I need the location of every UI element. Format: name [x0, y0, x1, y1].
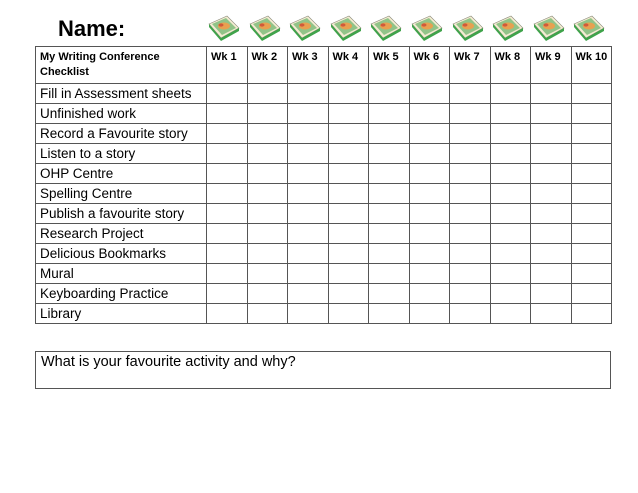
check-cell[interactable]: [247, 304, 288, 324]
table-row: [36, 244, 612, 264]
check-cell[interactable]: [531, 84, 572, 104]
activity-label: Listen to a story: [36, 144, 207, 164]
check-cell[interactable]: [531, 264, 572, 284]
table-row: [36, 124, 612, 144]
check-cell[interactable]: [490, 124, 531, 144]
book-icon: [532, 14, 566, 44]
check-cell[interactable]: [369, 104, 410, 124]
check-cell[interactable]: [450, 124, 491, 144]
table-row: [36, 204, 612, 224]
check-cell[interactable]: [328, 144, 369, 164]
check-cell[interactable]: [247, 124, 288, 144]
check-cell[interactable]: [369, 124, 410, 144]
check-cell[interactable]: [207, 144, 248, 164]
check-cell[interactable]: [409, 124, 450, 144]
week-header: Wk 8: [490, 47, 531, 84]
check-cell[interactable]: [288, 224, 329, 244]
check-cell[interactable]: [571, 204, 612, 224]
check-cell[interactable]: [571, 224, 612, 244]
check-cell[interactable]: [207, 184, 248, 204]
book-icon: [572, 14, 606, 44]
check-cell[interactable]: [409, 284, 450, 304]
check-cell[interactable]: [369, 164, 410, 184]
check-cell[interactable]: [490, 204, 531, 224]
check-cell[interactable]: [571, 264, 612, 284]
check-cell[interactable]: [207, 124, 248, 144]
check-cell[interactable]: [450, 104, 491, 124]
check-cell[interactable]: [207, 304, 248, 324]
check-cell[interactable]: [207, 104, 248, 124]
book-icon: [491, 14, 525, 44]
check-cell[interactable]: [490, 244, 531, 264]
check-cell[interactable]: [247, 104, 288, 124]
check-cell[interactable]: [247, 144, 288, 164]
check-cell[interactable]: [247, 264, 288, 284]
week-header: Wk 4: [328, 47, 369, 84]
week-header: Wk 10: [571, 47, 612, 84]
check-cell[interactable]: [571, 164, 612, 184]
check-cell[interactable]: [409, 264, 450, 284]
check-cell[interactable]: [369, 264, 410, 284]
check-cell[interactable]: [450, 204, 491, 224]
favourite-activity-box[interactable]: [35, 351, 611, 389]
check-cell[interactable]: [531, 104, 572, 124]
check-cell[interactable]: [409, 304, 450, 324]
check-cell[interactable]: [288, 304, 329, 324]
check-cell[interactable]: [247, 224, 288, 244]
check-cell[interactable]: [409, 204, 450, 224]
checklist-title: My Writing Conference Checklist: [36, 47, 207, 84]
check-cell[interactable]: [571, 244, 612, 264]
check-cell[interactable]: [409, 144, 450, 164]
check-cell[interactable]: [247, 284, 288, 304]
check-cell[interactable]: [207, 204, 248, 224]
check-cell[interactable]: [450, 84, 491, 104]
check-cell[interactable]: [571, 104, 612, 124]
check-cell[interactable]: [369, 284, 410, 304]
check-cell[interactable]: [571, 284, 612, 304]
check-cell[interactable]: [450, 164, 491, 184]
check-cell[interactable]: [450, 224, 491, 244]
check-cell[interactable]: [531, 284, 572, 304]
name-label: Name:: [58, 16, 126, 41]
activity-label: Mural: [36, 264, 207, 284]
check-cell[interactable]: [328, 124, 369, 144]
table-row: [36, 104, 612, 124]
favourite-question: What is your favourite activity and why?: [41, 354, 296, 370]
activity-label: Fill in Assessment sheets: [36, 84, 207, 104]
check-cell[interactable]: [409, 244, 450, 264]
check-cell[interactable]: [247, 84, 288, 104]
check-cell[interactable]: [328, 164, 369, 184]
book-icon: [329, 14, 363, 44]
check-cell[interactable]: [207, 224, 248, 244]
activity-label: Keyboarding Practice: [36, 284, 207, 304]
week-header: Wk 9: [531, 47, 572, 84]
check-cell[interactable]: [490, 224, 531, 244]
week-book-icons: [205, 14, 615, 50]
check-cell[interactable]: [450, 184, 491, 204]
check-cell[interactable]: [450, 264, 491, 284]
table-row: [36, 304, 612, 324]
table-row: [36, 264, 612, 284]
table-row: [36, 144, 612, 164]
check-cell[interactable]: [207, 264, 248, 284]
check-cell[interactable]: [328, 224, 369, 244]
check-cell[interactable]: [328, 304, 369, 324]
check-cell[interactable]: [369, 184, 410, 204]
table-row: [36, 84, 612, 104]
week-header: Wk 1: [207, 47, 248, 84]
check-cell[interactable]: [288, 84, 329, 104]
check-cell[interactable]: [207, 164, 248, 184]
check-cell[interactable]: [207, 244, 248, 264]
check-cell[interactable]: [490, 304, 531, 324]
check-cell[interactable]: [288, 284, 329, 304]
check-cell[interactable]: [328, 284, 369, 304]
check-cell[interactable]: [409, 84, 450, 104]
check-cell[interactable]: [490, 184, 531, 204]
check-cell[interactable]: [490, 104, 531, 124]
check-cell[interactable]: [571, 84, 612, 104]
check-cell[interactable]: [450, 304, 491, 324]
check-cell[interactable]: [247, 244, 288, 264]
check-cell[interactable]: [247, 164, 288, 184]
table-row: [36, 164, 612, 184]
check-cell[interactable]: [531, 144, 572, 164]
check-cell[interactable]: [288, 264, 329, 284]
check-cell[interactable]: [328, 184, 369, 204]
check-cell[interactable]: [531, 204, 572, 224]
book-icon: [207, 14, 241, 44]
week-header: Wk 5: [369, 47, 410, 84]
check-cell[interactable]: [288, 124, 329, 144]
check-cell[interactable]: [409, 184, 450, 204]
check-cell[interactable]: [369, 84, 410, 104]
check-cell[interactable]: [288, 144, 329, 164]
check-cell[interactable]: [571, 184, 612, 204]
book-icon: [248, 14, 282, 44]
check-cell[interactable]: [490, 164, 531, 184]
check-cell[interactable]: [531, 124, 572, 144]
check-cell[interactable]: [369, 204, 410, 224]
check-cell[interactable]: [369, 224, 410, 244]
check-cell[interactable]: [328, 264, 369, 284]
week-header: Wk 2: [247, 47, 288, 84]
check-cell[interactable]: [531, 304, 572, 324]
check-cell[interactable]: [450, 284, 491, 304]
table-row: [36, 224, 612, 244]
checklist-table: [35, 46, 612, 324]
check-cell[interactable]: [571, 304, 612, 324]
check-cell[interactable]: [369, 244, 410, 264]
check-cell[interactable]: [490, 144, 531, 164]
check-cell[interactable]: [571, 124, 612, 144]
checklist-header-row: [36, 47, 612, 84]
check-cell[interactable]: [369, 144, 410, 164]
activity-label: Record a Favourite story: [36, 124, 207, 144]
check-cell[interactable]: [531, 184, 572, 204]
check-cell[interactable]: [450, 244, 491, 264]
book-icon: [451, 14, 485, 44]
check-cell[interactable]: [490, 284, 531, 304]
activity-label: OHP Centre: [36, 164, 207, 184]
week-header: Wk 3: [288, 47, 329, 84]
check-cell[interactable]: [247, 184, 288, 204]
check-cell[interactable]: [409, 104, 450, 124]
check-cell[interactable]: [409, 224, 450, 244]
check-cell[interactable]: [409, 164, 450, 184]
check-cell[interactable]: [328, 244, 369, 264]
activity-label: Research Project: [36, 224, 207, 244]
book-icon: [410, 14, 444, 44]
check-cell[interactable]: [531, 224, 572, 244]
check-cell[interactable]: [288, 104, 329, 124]
check-cell[interactable]: [288, 244, 329, 264]
check-cell[interactable]: [288, 204, 329, 224]
check-cell[interactable]: [328, 204, 369, 224]
activity-label: Library: [36, 304, 207, 324]
check-cell[interactable]: [207, 84, 248, 104]
check-cell[interactable]: [247, 204, 288, 224]
check-cell[interactable]: [450, 144, 491, 164]
activity-label: Unfinished work: [36, 104, 207, 124]
activity-label: Spelling Centre: [36, 184, 207, 204]
check-cell[interactable]: [490, 264, 531, 284]
check-cell[interactable]: [531, 244, 572, 264]
check-cell[interactable]: [207, 284, 248, 304]
book-icon: [288, 14, 322, 44]
book-icon: [369, 14, 403, 44]
check-cell[interactable]: [571, 144, 612, 164]
check-cell[interactable]: [328, 104, 369, 124]
week-header: Wk 7: [450, 47, 491, 84]
week-header: Wk 6: [409, 47, 450, 84]
check-cell[interactable]: [490, 84, 531, 104]
check-cell[interactable]: [531, 164, 572, 184]
activity-label: Publish a favourite story: [36, 204, 207, 224]
check-cell[interactable]: [369, 304, 410, 324]
check-cell[interactable]: [288, 184, 329, 204]
activity-label: Delicious Bookmarks: [36, 244, 207, 264]
check-cell[interactable]: [288, 164, 329, 184]
check-cell[interactable]: [328, 84, 369, 104]
table-row: [36, 284, 612, 304]
table-row: [36, 184, 612, 204]
